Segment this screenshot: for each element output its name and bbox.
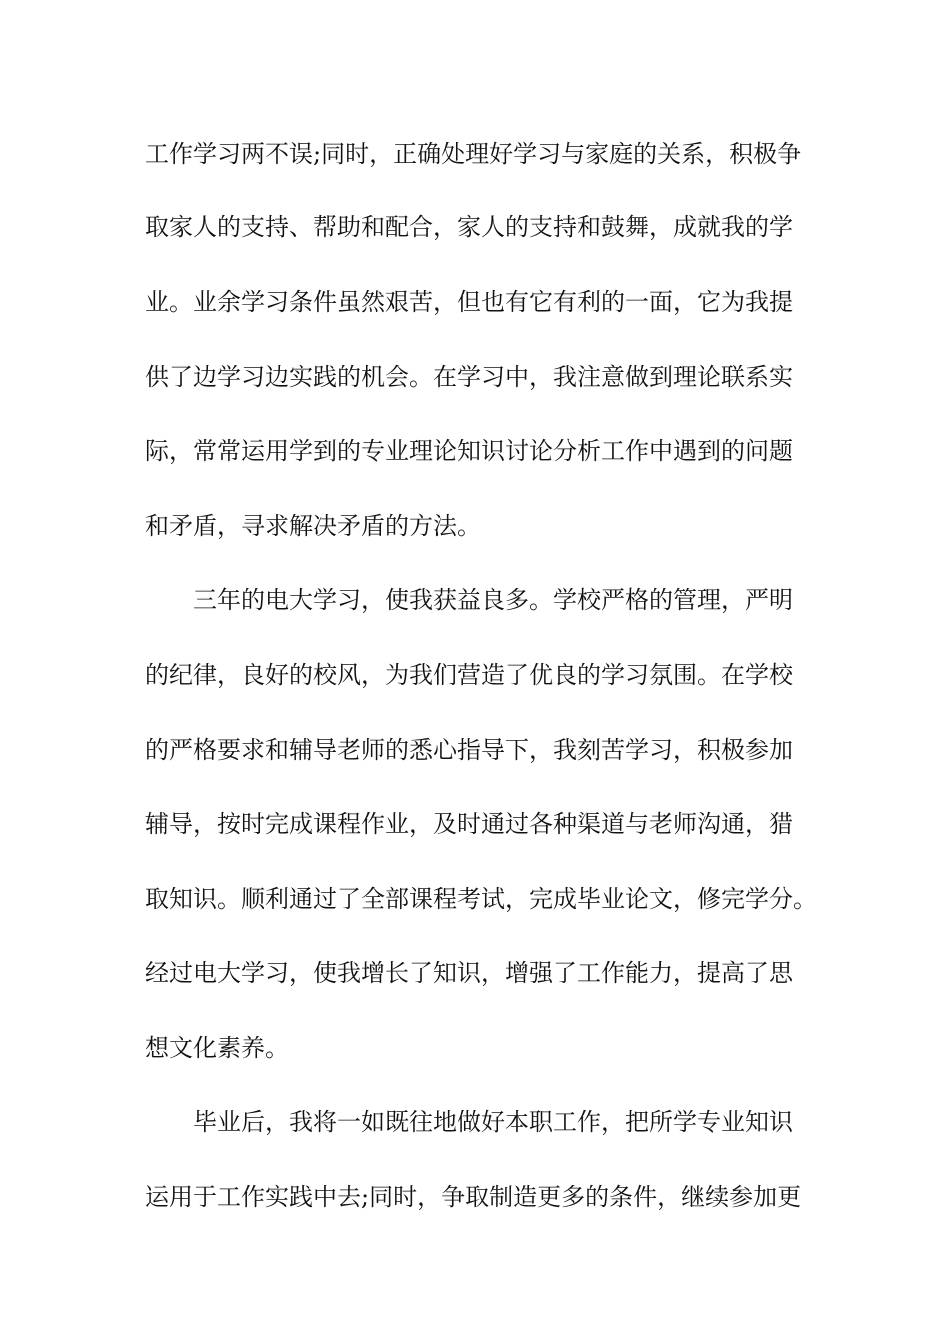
text-line: 和矛盾，寻求解决矛盾的方法。 xyxy=(145,512,481,540)
paragraph-first-line: 毕业后，我将一如既往地做好本职工作，把所学专业知识 xyxy=(193,1108,793,1136)
text-line: 的严格要求和辅导老师的悉心指导下，我刻苦学习，积极参加 xyxy=(145,736,793,764)
text-line: 工作学习两不误;同时，正确处理好学习与家庭的关系，积极争 xyxy=(145,140,802,168)
text-line: 取家人的支持、帮助和配合，家人的支持和鼓舞，成就我的学 xyxy=(145,213,793,241)
text-line: 运用于工作实践中去;同时，争取制造更多的条件，继续参加更 xyxy=(145,1183,802,1211)
paragraph-first-line: 三年的电大学习，使我获益良多。学校严格的管理，严明 xyxy=(193,586,793,614)
text-line: 供了边学习边实践的机会。在学习中，我注意做到理论联系实 xyxy=(145,363,793,391)
text-line: 经过电大学习，使我增长了知识，增强了工作能力，提高了思 xyxy=(145,959,793,987)
text-line: 想文化素养。 xyxy=(145,1034,289,1062)
text-line: 取知识。顺利通过了全部课程考试，完成毕业论文，修完学分。 xyxy=(145,885,817,913)
text-line: 的纪律，良好的校风，为我们营造了优良的学习氛围。在学校 xyxy=(145,661,793,689)
text-line: 辅导，按时完成课程作业，及时通过各种渠道与老师沟通，猎 xyxy=(145,810,793,838)
text-line: 业。业余学习条件虽然艰苦，但也有它有利的一面，它为我提 xyxy=(145,288,793,316)
text-line: 际，常常运用学到的专业理论知识讨论分析工作中遇到的问题 xyxy=(145,437,793,465)
